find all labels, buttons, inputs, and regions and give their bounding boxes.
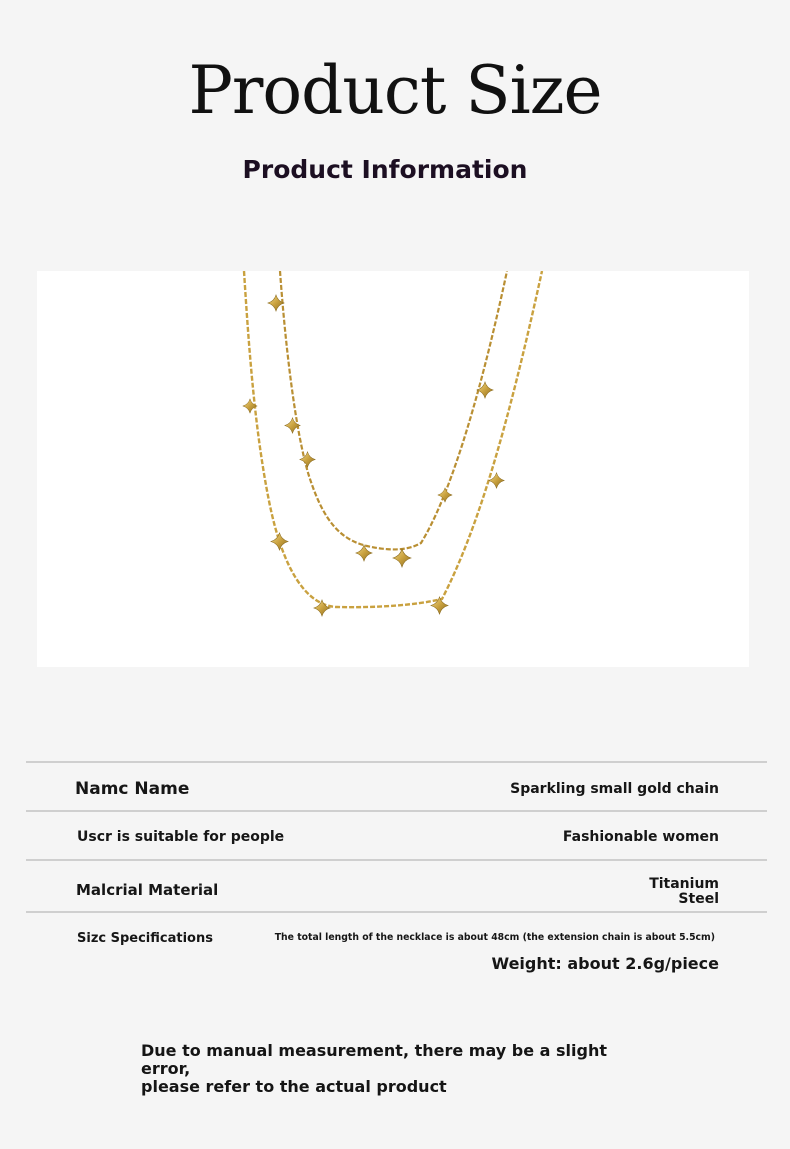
spec-label-audience: Uscr is suitable for people <box>77 829 285 845</box>
section-subtitle: Product Information <box>242 155 528 184</box>
note-line-1: Due to manual measurement, there may be a slight error, <box>141 1041 607 1078</box>
measurement-note <box>141 1042 661 1096</box>
page-title: Product Size <box>188 52 602 129</box>
table-divider <box>26 810 767 812</box>
table-divider <box>26 761 767 763</box>
gold-star-necklace-image <box>37 271 749 667</box>
spec-value-size: The total length of the necklace is about 48cm (the extension chain is about 5.5cm) <box>274 932 715 943</box>
spec-value-weight: Weight: about 2.6g/piece <box>491 954 719 973</box>
product-photo <box>37 271 749 667</box>
spec-value-material-line2: Steel <box>678 891 719 907</box>
spec-label-size: Sizc Specifications <box>77 931 213 946</box>
note-line-2: please refer to the actual product <box>141 1077 447 1096</box>
table-divider <box>26 911 767 913</box>
spec-value-name: Sparkling small gold chain <box>510 781 719 797</box>
spec-label-material: Malcrial Material <box>76 881 219 899</box>
spec-label-name: Namc Name <box>75 779 190 799</box>
spec-value-audience: Fashionable women <box>562 829 719 845</box>
table-divider <box>26 859 767 861</box>
spec-value-material-line1: Titanium <box>649 876 719 892</box>
